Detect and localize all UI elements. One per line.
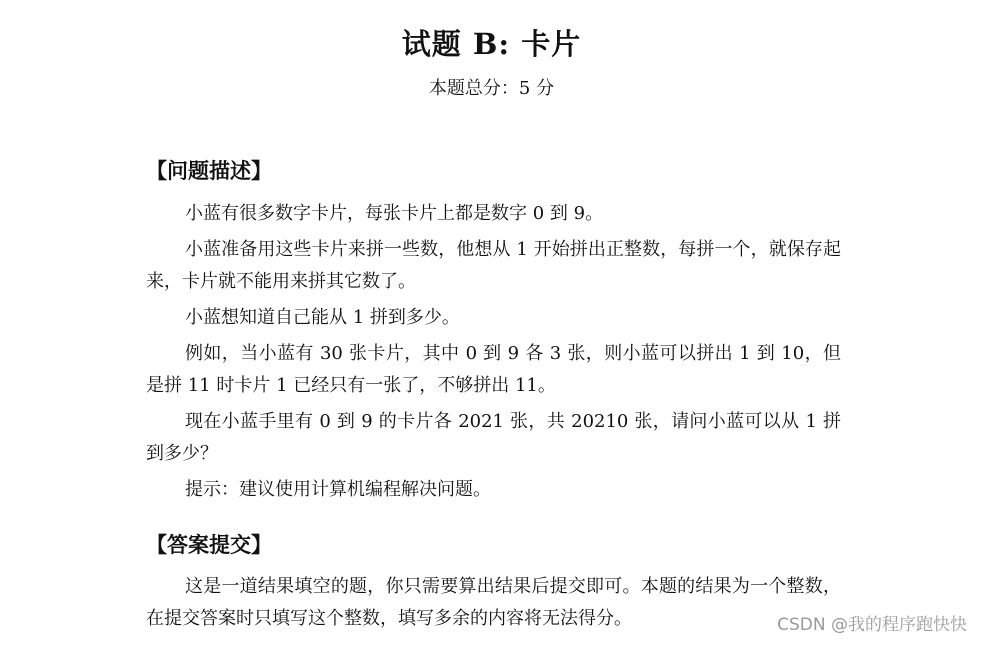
problem-paragraph: 现在小蓝手里有 0 到 9 的卡片各 2021 张，共 20210 张，请问小蓝可以从 1 拼到多少？ [146,411,841,464]
score-line: 本题总分：5 分 [428,78,555,99]
problem-description-heading: 【问题描述】 [146,159,272,183]
answer-submission-heading: 【答案提交】 [146,533,272,557]
problem-paragraph: 小蓝想知道自己能从 1 拼到多少。 [185,307,460,328]
problem-paragraph: 例如，当小蓝有 30 张卡片，其中 0 到 9 各 3 张，则小蓝可以拼出 1 到 10，但是拼 11 时卡片 1 已经只有一张了，不够拼出 11。 [146,343,841,396]
problem-paragraph: 小蓝准备用这些卡片来拼一些数，他想从 1 开始拼出正整数，每拼一个，就保存起来，卡片就不能用来拼其它数了。 [146,239,841,292]
problem-paragraph: 提示：建议使用计算机编程解决问题。 [185,479,491,500]
problem-title: 试题 B: 卡片 [401,27,582,61]
submission-paragraph: 这是一道结果填空的题，你只需要算出结果后提交即可。本题的结果为一个整数，在提交答案时只填写这个整数，填写多余的内容将无法得分。 [146,576,841,629]
problem-paragraph: 小蓝有很多数字卡片，每张卡片上都是数字 0 到 9。 [185,203,604,224]
csdn-watermark: CSDN @我的程序跑快快 [777,615,967,635]
